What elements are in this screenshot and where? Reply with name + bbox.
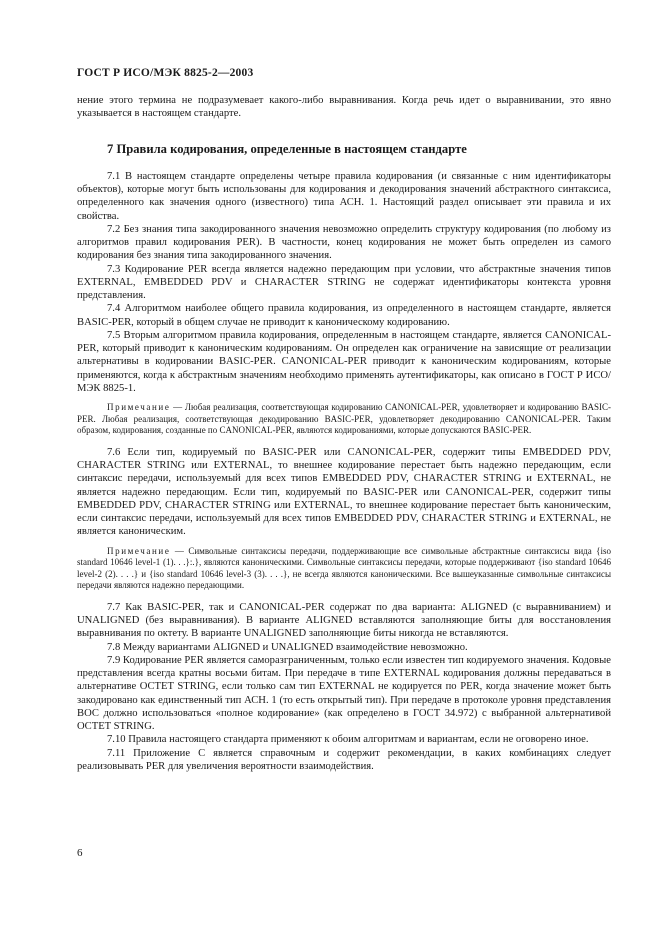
page-header: ГОСТ Р ИСО/МЭК 8825-2—2003 [77,67,254,79]
paragraph-7-7: 7.7 Как BASIC-PER, так и CANONICAL-PER содержат по два варианта: ALIGNED (с выравниванием) и UNALIGNED (без выравнивания). В варианте ALIGNED вставляются заполняющие биты для восстановления выравнивания по октету. В варианте UNALIGNED заполняющие биты никогда не вставляются. [77,601,611,640]
note-2-text: — Символьные синтаксисы передачи, поддерживающие все символьные абстрактные синтаксисы вида {iso standard 10646 level-1 (1). . .}:.}, являются каноническими. Символьные синтаксисы передачи, которые поддерживают {iso standard 10646 level-2 (2). . . .} и {iso standard 10646 level-3 (3). . . .}, не всегда являются каноническими. Все вышеуказанные символьные синтаксисы передачи являются надежно передающими. [77,545,612,591]
note-2 [77,546,611,592]
paragraph-7-11: 7.11 Приложение С является справочным и содержит рекомендации, в каких комбинациях следует реализовывать PER для увеличения вероятности взаимодействия. [77,747,611,772]
paragraph-7-4: 7.4 Алгоритмом наиболее общего правила кодирования, из определенного в настоящем стандарте, является BASIC-PER, который в общем случае не приводит к каноническому кодированию. [77,303,611,328]
paragraph-7-5: 7.5 Вторым алгоритмом правила кодирования, определенным в настоящем стандарте, является CANONICAL-PER, который приводит к каноническим кодированиям. Он определен как ограничение на зависящие от реализации альтернативы в кодировании BASIC-PER. CANONICAL-PER приводит к каноническим кодированиям, которые применяются, когда к абстрактным значениям необходимо применять аутентификаторы, как описано в ГОСТ Р ИСО/МЭК 8825-1. [77,329,611,394]
paragraph-7-1: 7.1 В настоящем стандарте определены четыре правила кодирования (и связанные с ним идентификаторы объектов), которые могут быть использованы для кодирования и декодирования значений абстрактного синтаксиса, определенного как значения одного (известного) типа АСН. 1. Настоящий раздел описывает эти правила и их свойства. [77,170,611,222]
paragraph-7-9: 7.9 Кодирование PER является саморазграниченным, только если известен тип кодируемого значения. Кодовые представления всегда кратны восьми битам. При передаче в типе EXTERNAL кодирования должны передаваться в альтернативе OCTET STRING, если только сам тип EXTERNAL не кодируется по PER, когда значение может быть закодировано как единственный тип АСН. 1 (то есть открытый тип). При передаче в протоколе уровня представления ВОС должно использоваться «полное кодирование» (как определено в ГОСТ 34.972) с выбранной альтернативой OCTET STRING. [77,654,611,733]
paragraph-7-8: 7.8 Между вариантами ALIGNED и UNALIGNED взаимодействие невозможно. [107,641,468,653]
paragraph-7-10: 7.10 Правила настоящего стандарта применяют к обоим алгоритмам и вариантам, если не оговорено иное. [107,734,589,746]
paragraph-7-3: 7.3 Кодирование PER всегда является надежно передающим при условии, что абстрактные значения типов EXTERNAL, EMBEDDED PDV и CHARACTER STRING не содержат идентификаторы контекста уровня представления. [77,263,611,301]
note-1 [77,402,611,437]
note-label: Примечание [107,402,171,412]
note-label: Примечание [107,545,171,556]
note-1-text: — Любая реализация, соответствующая кодированию CANONICAL-PER, удовлетворяет и кодированию BASIC-PER. Любая реализация, соответствующая декодированию BASIC-PER, удовлетворяет декодированию CANONICAL-PER. Таким образом, кодирования, созданные по CANONICAL-PER, являются кодированиями, которые допускаются BASIC-PER. [77,402,611,436]
paragraph-7-2: 7.2 Без знания типа закодированного значения невозможно определить структуру кодирования (по любому из алгоритмов правил кодирования PER). В частности, конец кодирования не может быть определен из самого кодирования без знания типа закодированного значения. [77,223,611,262]
page-number: 6 [77,847,83,859]
paragraph-7-6: 7.6 Если тип, кодируемый по BASIC-PER или CANONICAL-PER, содержит типы EMBEDDED PDV, CHARACTER STRING или EXTERNAL, то внешнее кодирование перестает быть надежно передающим, если синтаксис передачи, используемый для всех типов EMBEDDED PDV, CHARACTER STRING и EXTERNAL, не является надежно передающим. Если тип, кодируемый по BASIC-PER или CANONICAL-PER, содержит типы EMBEDDED PDV, CHARACTER STRING или EXTERNAL, то внешнее кодирование перестает быть каноническим, если синтаксис передачи, используемый для всех типов EMBEDDED PDV, CHARACTER STRING и EXTERNAL, не является каноническим. [77,446,611,538]
intro-paragraph: нение этого термина не подразумевает какого-либо выравнивания. Когда речь идет о выравнивании, это явно указывается в настоящем стандарте. [77,95,611,120]
section-title: 7 Правила кодирования, определенные в настоящем стандарте [107,141,467,156]
page-content [77,94,611,773]
